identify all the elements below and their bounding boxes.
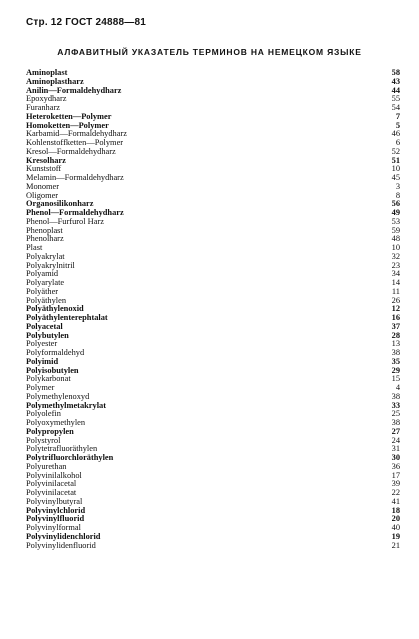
index-page-number: 24: [391, 435, 400, 445]
index-entry: [26, 480, 400, 489]
index-page-number: 17: [391, 470, 400, 480]
index-term: Polyarylate: [26, 279, 65, 287]
index-term: Polybutylen: [26, 331, 69, 340]
index-term: Polyakrylnitril: [26, 261, 75, 270]
index-term: Polyvinylidenfluorid: [26, 541, 96, 550]
index-entry: [26, 542, 400, 551]
index-page-number: 44: [391, 85, 400, 95]
index-entry: [26, 297, 400, 306]
index-page-number: 4: [395, 383, 400, 392]
index-page-number: 26: [391, 295, 400, 305]
index-term: Kohlenstoffketten—Polymer: [26, 139, 124, 147]
index-page-number: 45: [391, 173, 400, 182]
index-page-number: 38: [391, 391, 400, 401]
index-term: Melamin—Formaldehydharz: [26, 174, 124, 182]
index-entry: [26, 305, 400, 314]
index-page-number: 20: [391, 514, 400, 524]
index-page-number: 10: [391, 164, 400, 174]
index-page-number: 19: [391, 531, 400, 541]
index-page-number: 39: [391, 479, 400, 489]
index-page-number: 7: [395, 111, 400, 121]
index-term: Kresol—Formaldehydharz: [26, 147, 116, 156]
index-term: Phenolharz: [26, 235, 64, 244]
index-entry: [26, 279, 400, 288]
index-term: Aminoplast: [26, 69, 68, 77]
index-entry: [26, 375, 400, 384]
index-term: Polytrifluorchloräthylen: [26, 454, 114, 462]
index-page-number: 38: [391, 348, 400, 357]
index-page-number: 41: [391, 496, 400, 506]
index-page-number: 29: [391, 365, 400, 375]
index-entry: [26, 165, 400, 174]
index-page-number: 13: [391, 339, 400, 349]
index-entry: [26, 454, 400, 463]
index-page-number: 18: [391, 505, 400, 515]
index-page-number: 58: [391, 68, 400, 77]
index-term: Epoxydharz: [26, 95, 67, 104]
index-entry: [26, 445, 400, 454]
index-term: Phenol—Formaldehydharz: [26, 209, 124, 217]
index-entry: [26, 104, 400, 113]
index-term: Polyvinylformal: [26, 524, 81, 532]
index-entry: [26, 393, 400, 402]
index-entry: [26, 174, 400, 183]
index-entry: [26, 472, 400, 481]
index-term: Polytetrafluoräthylen: [26, 445, 98, 454]
index-term: Phenol—Furfurol Harz: [26, 217, 104, 226]
index-page-number: 59: [391, 225, 400, 235]
index-term: Polyäthylen: [26, 296, 67, 305]
index-term: Polyoxymethylen: [26, 419, 86, 427]
index-page-number: 28: [391, 330, 400, 340]
index-entry: [26, 384, 400, 393]
index-term: Plast: [26, 244, 43, 252]
index-term: Anilin—Formaldehydharz: [26, 86, 122, 95]
index-page-number: 40: [391, 523, 400, 532]
index-entry: [26, 218, 400, 227]
index-term: Polyvinylchlorid: [26, 506, 86, 515]
index-term: Aminoplastharz: [26, 77, 84, 86]
index-page-number: 8: [395, 190, 400, 200]
index-entry: [26, 200, 400, 209]
index-entry: [26, 288, 400, 297]
index-entry: [26, 95, 400, 104]
index-term: Homoketten—Polymer: [26, 121, 109, 130]
index-entry: [26, 227, 400, 236]
index-term: Monomer: [26, 182, 60, 191]
index-page-number: 55: [391, 94, 400, 104]
index-term: Polyacetal: [26, 322, 63, 331]
index-page-number: 48: [391, 234, 400, 244]
index-page-number: 3: [395, 181, 400, 191]
index-term: Polyakrylat: [26, 252, 65, 261]
index-page-number: 23: [391, 260, 400, 270]
index-term: Polyurethan: [26, 462, 67, 471]
index-page-number: 46: [391, 129, 400, 139]
index-term: Kresolharz: [26, 156, 66, 165]
index-page-number: 43: [391, 76, 400, 86]
index-term: Polyäther: [26, 287, 59, 296]
index-page-number: 52: [391, 146, 400, 156]
index-entry: [26, 69, 400, 78]
index-term: Polyamid: [26, 270, 59, 279]
index-entry: [26, 410, 400, 419]
index-page-number: 21: [391, 540, 400, 550]
index-entry: [26, 489, 400, 498]
index-page-number: 37: [391, 321, 400, 331]
index-entry: [26, 235, 400, 244]
index-page-number: 49: [391, 208, 400, 217]
index-page-number: 14: [391, 278, 400, 287]
index-entry: [26, 253, 400, 262]
index-entry: [26, 122, 400, 131]
index-entry: [26, 244, 400, 253]
index-page-number: 6: [395, 138, 400, 147]
index-entry: [26, 314, 400, 323]
index-term: Polyformaldehyd: [26, 349, 85, 357]
index-page-number: 33: [391, 400, 400, 410]
index-entry: [26, 419, 400, 428]
index-entry: [26, 367, 400, 376]
index-page-number: 51: [391, 155, 400, 165]
index-entry: [26, 157, 400, 166]
index-page-number: 38: [391, 418, 400, 427]
index-term: Polyimid: [26, 357, 59, 366]
index-entry: [26, 270, 400, 279]
index-page-number: 15: [391, 374, 400, 384]
index-term: Polyvinilalkohol: [26, 471, 82, 480]
index-page-number: 27: [391, 426, 400, 436]
index-entry: [26, 507, 400, 516]
index-entry: [26, 87, 400, 96]
index-entry: [26, 209, 400, 218]
index-term: Polystyrol: [26, 436, 61, 445]
index-entry: [26, 437, 400, 446]
index-entry: [26, 340, 400, 349]
index-term: Furanharz: [26, 104, 60, 112]
index-entry: [26, 533, 400, 542]
index-term: Polyvinylbutyral: [26, 497, 83, 506]
index-entry: [26, 349, 400, 358]
index-entry: [26, 524, 400, 533]
index-page-number: 54: [391, 103, 400, 112]
index-term: Polypropylen: [26, 427, 74, 436]
index-entry: [26, 428, 400, 437]
index-term: Polyisobutylen: [26, 366, 79, 375]
page-header: Стр. 12 ГОСТ 24888—81: [26, 17, 146, 28]
index-entry: [26, 78, 400, 87]
index-page-number: 16: [391, 313, 400, 322]
index-entry: [26, 130, 400, 139]
index-page-number: 32: [391, 251, 400, 261]
index-page-number: 35: [391, 356, 400, 366]
index-entry: [26, 192, 400, 201]
index-term: Polyvinylfluorid: [26, 515, 85, 524]
index-page-number: 12: [391, 304, 400, 314]
index-page-number: 30: [391, 453, 400, 462]
section-title: АЛФАВИТНЫЙ УКАЗАТЕЛЬ ТЕРМИНОВ НА НЕМЕЦКОМ ЯЗЫКЕ: [57, 47, 362, 57]
index-page-number: 36: [391, 461, 400, 471]
index-entry: [26, 515, 400, 524]
index-entry: [26, 183, 400, 192]
index-entry: [26, 139, 400, 148]
index-page-number: 53: [391, 216, 400, 226]
index-entry: [26, 402, 400, 411]
index-term: Polyvinylidenchlorid: [26, 532, 101, 541]
index-entry: [26, 113, 400, 122]
index-term: Polyvinilacetal: [26, 480, 77, 489]
index-page-number: 10: [391, 243, 400, 252]
index-term: Phenoplast: [26, 226, 63, 235]
index-term: Polyäthylenterephtalat: [26, 314, 108, 322]
index-entry: [26, 358, 400, 367]
index-page-number: 34: [391, 269, 400, 279]
index-term: Kunststoff: [26, 165, 62, 174]
index-entry: [26, 148, 400, 157]
index-term: Polykarbonat: [26, 375, 71, 384]
term-index-list: [26, 69, 400, 550]
index-page-number: 5: [395, 120, 400, 130]
index-term: Heteroketten—Polymer: [26, 112, 112, 121]
index-term: Karbamid—Formaldehydharz: [26, 130, 127, 139]
index-term: Oligomer: [26, 191, 59, 200]
index-term: Polymer: [26, 384, 55, 392]
index-term: Polyäthylenoxid: [26, 305, 84, 314]
index-term: Polyester: [26, 340, 58, 349]
index-entry: [26, 323, 400, 332]
index-term: Polymethylenoxyd: [26, 392, 90, 401]
index-term: Organosilikonharz: [26, 200, 94, 209]
index-page-number: 22: [391, 488, 400, 497]
index-page-number: 25: [391, 409, 400, 419]
index-entry: [26, 262, 400, 271]
index-term: Polymethylmetakrylat: [26, 401, 107, 410]
index-entry: [26, 498, 400, 507]
index-term: Polyolefin: [26, 410, 61, 419]
index-entry: [26, 463, 400, 472]
index-entry: [26, 332, 400, 341]
index-term: Polyvinilacetat: [26, 489, 77, 497]
index-page-number: 11: [391, 286, 400, 296]
index-page-number: 31: [391, 444, 400, 454]
index-page-number: 56: [391, 199, 400, 209]
